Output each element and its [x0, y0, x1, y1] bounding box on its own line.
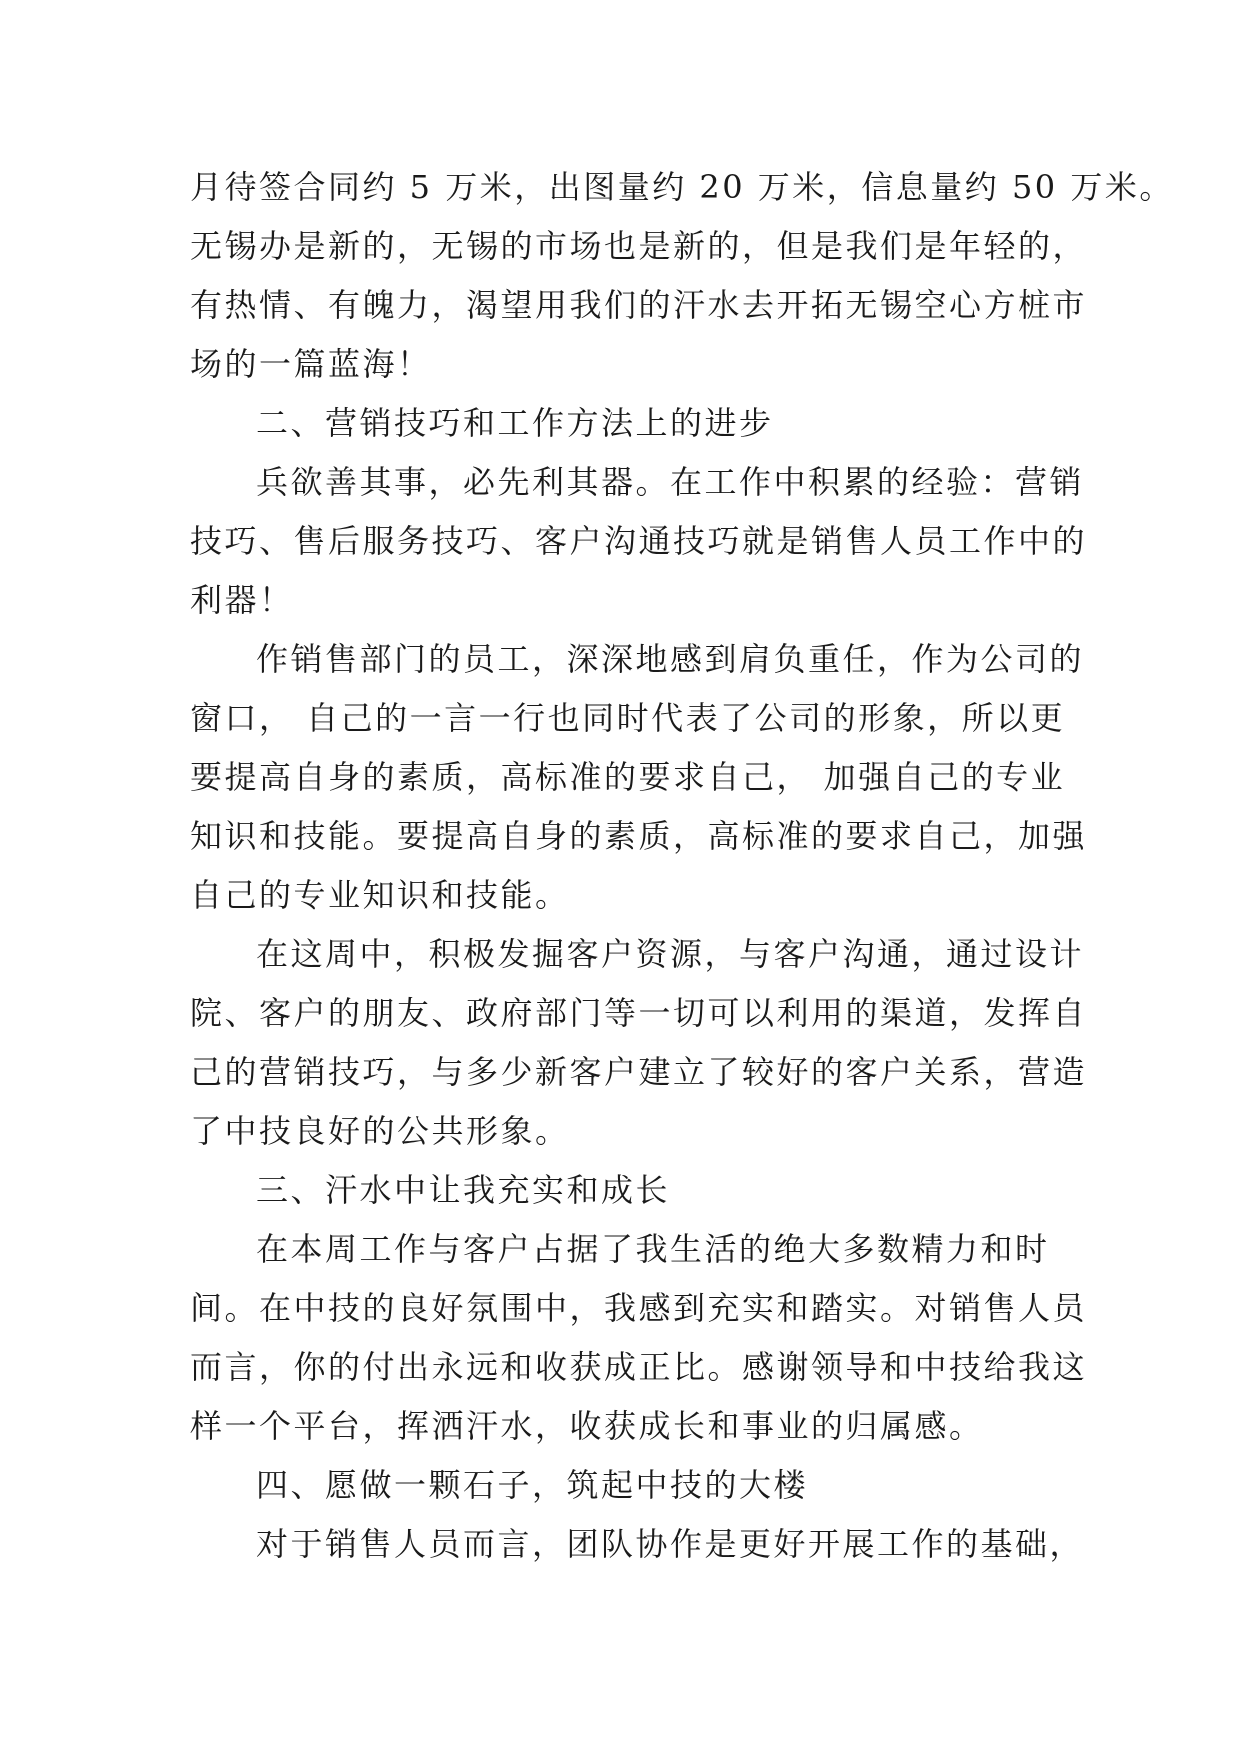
text-line: 知识和技能。要提高自身的素质，高标准的要求自己，加强 — [190, 817, 1088, 855]
text-line: 技巧、售后服务技巧、客户沟通技巧就是销售人员工作中的 — [190, 522, 1088, 560]
section-heading: 四、愿做一颗石子，筑起中技的大楼 — [256, 1466, 809, 1504]
text-line: 在本周工作与客户占据了我生活的绝大多数精力和时 — [256, 1230, 1050, 1268]
section-heading: 二、营销技巧和工作方法上的进步 — [256, 404, 774, 442]
text-line: 利器！ — [190, 581, 294, 619]
text-line: 己的营销技巧，与多少新客户建立了较好的客户关系，营造 — [190, 1053, 1088, 1091]
text-line: 窗口， 自己的一言一行也同时代表了公司的形象，所以更 — [190, 699, 1066, 737]
section-heading: 三、汗水中让我充实和成长 — [256, 1171, 671, 1209]
text-line: 样一个平台，挥洒汗水，收获成长和事业的归属感。 — [190, 1407, 984, 1445]
text-line: 兵欲善其事，必先利其器。在工作中积累的经验：营销 — [256, 463, 1085, 501]
text-line: 月待签合同约 5 万米，出图量约 20 万米，信息量约 50 万米。 — [190, 168, 1174, 206]
text-line: 场的一篇蓝海！ — [190, 345, 432, 383]
text-line: 有热情、有魄力，渴望用我们的汗水去开拓无锡空心方桩市 — [190, 286, 1088, 324]
text-line: 自己的专业知识和技能。 — [190, 876, 570, 914]
text-line: 在这周中，积极发掘客户资源，与客户沟通，通过设计 — [256, 935, 1085, 973]
text-line: 院、客户的朋友、政府部门等一切可以利用的渠道，发挥自 — [190, 994, 1088, 1032]
text-line: 而言，你的付出永远和收获成正比。感谢领导和中技给我这 — [190, 1348, 1088, 1386]
document-body — [190, 158, 1174, 1574]
text-line: 间。在中技的良好氛围中，我感到充实和踏实。对销售人员 — [190, 1289, 1088, 1327]
text-line: 对于销售人员而言，团队协作是更好开展工作的基础， — [256, 1525, 1085, 1563]
text-line: 了中技良好的公共形象。 — [190, 1112, 570, 1150]
text-line: 作销售部门的员工，深深地感到肩负重任，作为公司的 — [256, 640, 1085, 678]
text-line: 无锡办是新的，无锡的市场也是新的，但是我们是年轻的， — [190, 227, 1088, 265]
text-line: 要提高自身的素质，高标准的要求自己， 加强自己的专业 — [190, 758, 1066, 796]
